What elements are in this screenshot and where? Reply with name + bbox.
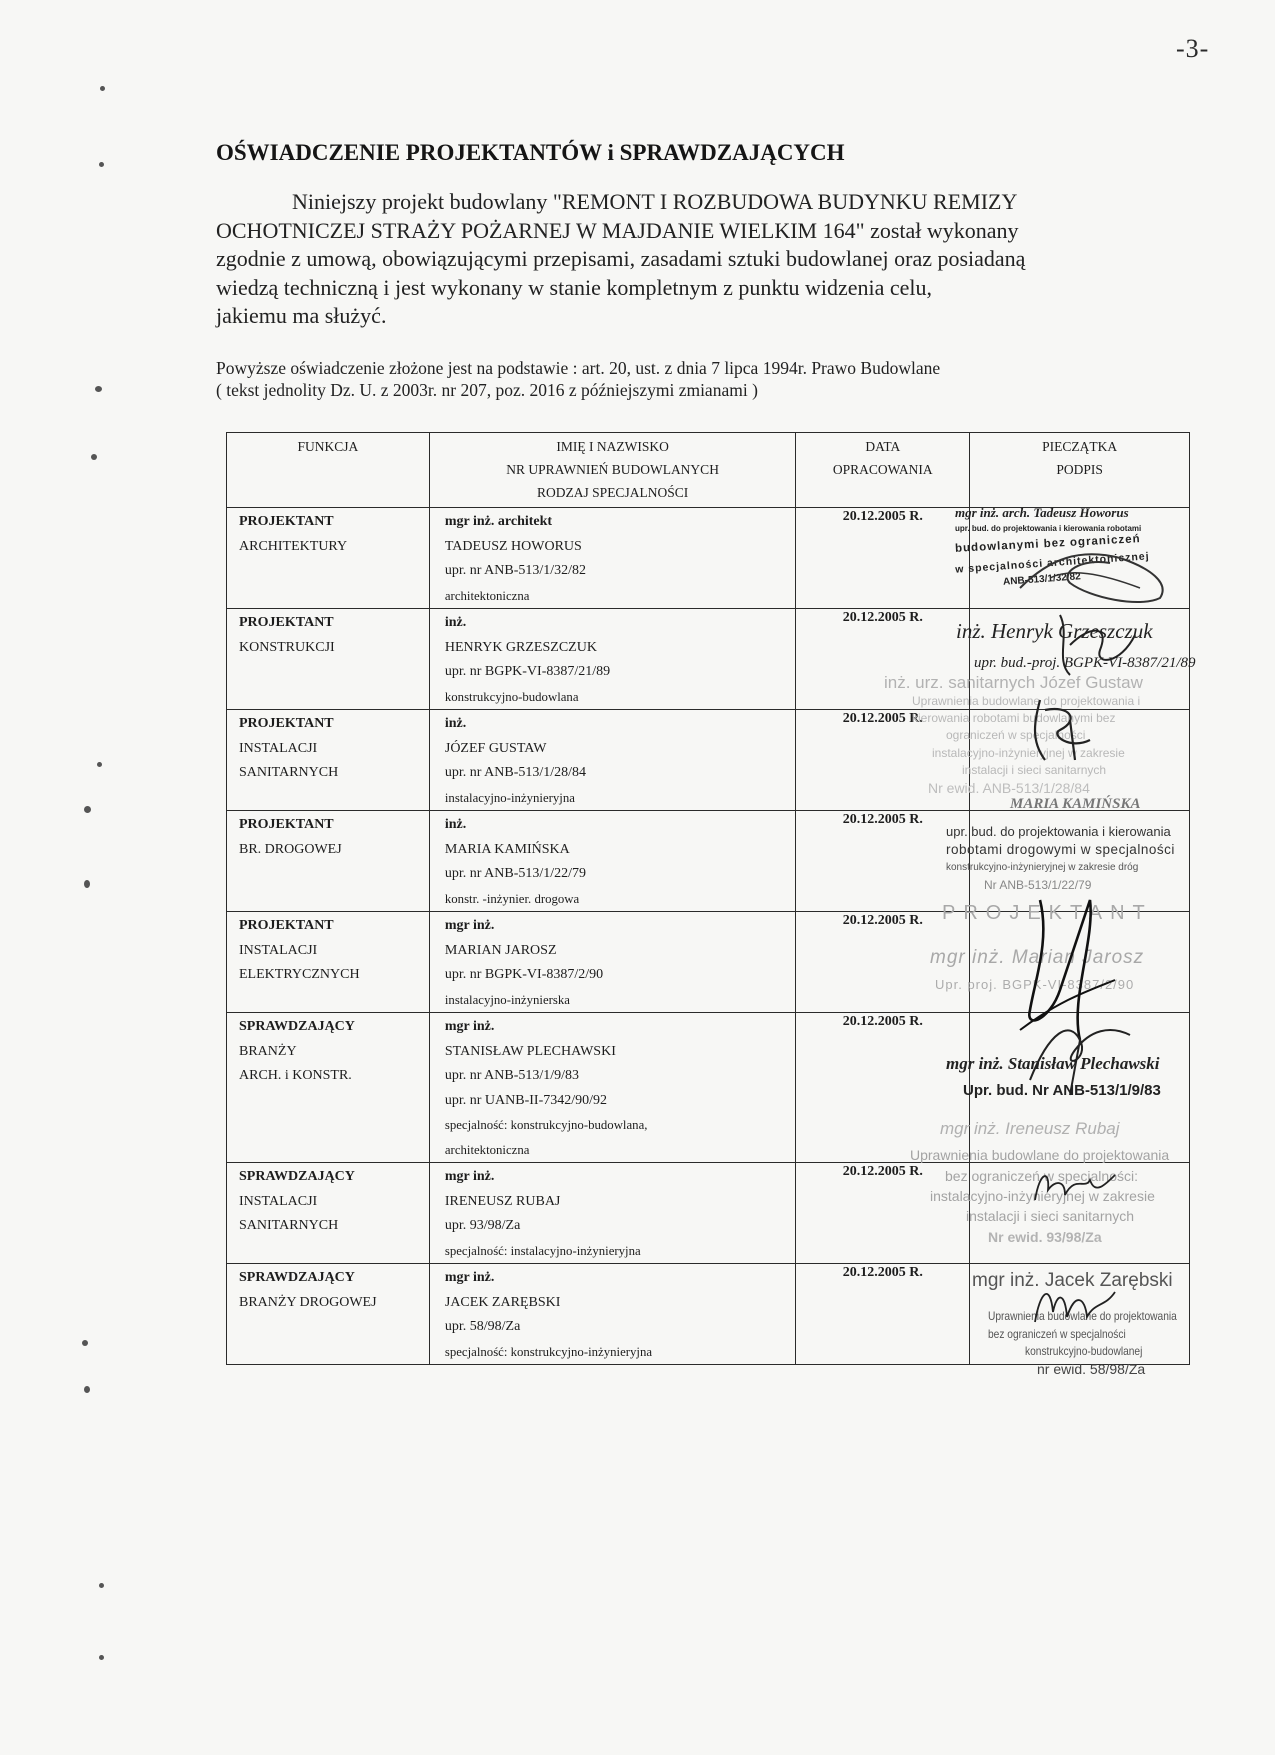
person-name: JÓZEF GUSTAW: [444, 740, 547, 756]
function-line: ARCH. i KONSTR.: [239, 1068, 352, 1083]
signature-howorus: [1010, 528, 1180, 608]
stamp-line: MARIA KAMIŃSKA: [1010, 796, 1141, 812]
function-line: PROJEKTANT: [239, 615, 334, 630]
header-funkcja: [227, 433, 430, 508]
stamp-line: ograniczeń w specjalności: [946, 728, 1086, 742]
stamp-line: instalacji i sieci sanitarnych: [966, 1208, 1135, 1224]
intro-line: Niniejszy projekt budowlany "REMONT I ROZBUDOWA BUDYNKU REMIZY: [292, 189, 1018, 214]
function-cell: [227, 1013, 430, 1163]
license-number: upr. nr ANB-513/1/9/83: [444, 1068, 580, 1083]
function-cell: [227, 609, 430, 710]
specialty: specjalność: konstrukcyjno-inżynieryjna: [444, 1344, 653, 1359]
function-line: SPRAWDZAJĄCY: [239, 1270, 355, 1285]
stamp-line: mgr inż. Stanisław Plechawski: [946, 1054, 1160, 1073]
specialty: specjalność: instalacyjno-inżynieryjna: [444, 1243, 641, 1258]
function-line: KONSTRUKCJI: [239, 639, 335, 655]
stamp-line: ANB-513/1/32/82: [1002, 571, 1082, 588]
stamp-line: Nr ewid. ANB-513/1/28/84: [928, 780, 1090, 796]
punch-hole: [99, 1583, 104, 1588]
person-name: IRENEUSZ RUBAJ: [444, 1193, 561, 1209]
license-number: upr. 93/98/Za: [444, 1218, 521, 1233]
function-line: ELEKTRYCZNYCH: [239, 967, 360, 982]
stamp-line: budowlanymi bez ograniczeń: [954, 533, 1141, 555]
specialty: instalacyjno-inżynierska: [444, 992, 570, 1007]
signature-grzeszczuk: [1040, 605, 1150, 685]
stamp-line: Nr ewid. 93/98/Za: [988, 1229, 1102, 1245]
header-label: OPRACOWANIA: [832, 462, 933, 477]
punch-hole: [95, 386, 102, 392]
specialty: instalacyjno-inżynieryjna: [444, 790, 575, 805]
stamp-line: kierowania robotami budowlanymi bez: [912, 711, 1116, 725]
stamp-line: PROJEKTANT: [942, 902, 1153, 924]
punch-hole: [84, 1386, 90, 1393]
function-line: BRANŻY: [239, 1043, 297, 1059]
intro-paragraph: [216, 188, 1146, 331]
degree: inż.: [444, 716, 467, 731]
person-cell: [429, 912, 796, 1013]
punch-hole: [82, 1340, 88, 1346]
degree: inż.: [444, 615, 467, 630]
specialty: architektoniczna: [444, 1142, 530, 1157]
punch-hole: [99, 1655, 104, 1660]
signature-plechawski: [1020, 1010, 1140, 1100]
intro-line: jakiemu ma służyć.: [216, 303, 387, 328]
function-line: BRANŻY DROGOWEJ: [239, 1294, 377, 1310]
person-name: HENRYK GRZESZCZUK: [444, 639, 597, 655]
function-line: INSTALACJI: [239, 942, 318, 958]
person-name: STANISŁAW PLECHAWSKI: [444, 1043, 616, 1059]
license-number: upr. nr ANB-513/1/32/82: [444, 563, 587, 578]
header-label: PODPIS: [1056, 462, 1103, 477]
header-label: PIECZĄTKA: [1042, 439, 1118, 454]
date-cell: 20.12.2005 R.: [796, 1163, 970, 1264]
date-cell: 20.12.2005 R.: [796, 1264, 970, 1365]
header-label: NR UPRAWNIEŃ BUDOWLANYCH: [506, 462, 719, 477]
person-cell: [429, 609, 796, 710]
stamp-line: upr. bud. do projektowania i kierowania robotami: [955, 524, 1142, 533]
page-title: OŚWIADCZENIE PROJEKTANTÓW i SPRAWDZAJĄCYCH: [216, 140, 845, 165]
punch-hole: [91, 454, 97, 460]
person-cell: [429, 1013, 796, 1163]
stamp-line: bez ograniczeń w specjalności:: [945, 1168, 1138, 1184]
license-number: upr. nr BGPK-VI-8387/2/90: [444, 967, 604, 982]
function-line: INSTALACJI: [239, 1193, 318, 1209]
punch-hole: [99, 162, 104, 167]
stamp-line: instalacyjno-inżynieryjnej w zakresie: [930, 1188, 1155, 1204]
stamp-line: mgr inż. Ireneusz Rubaj: [940, 1119, 1120, 1138]
stamp-line: robotami drogowymi w specjalności: [946, 842, 1175, 857]
degree: mgr inż.: [444, 918, 495, 933]
specialty: konstrukcyjno-budowlana: [444, 689, 579, 704]
license-number: upr. nr UANB-II-7342/90/92: [444, 1092, 608, 1108]
person-name: TADEUSZ HOWORUS: [444, 538, 582, 554]
punch-hole: [84, 806, 91, 813]
date-cell: 20.12.2005 R.: [796, 508, 970, 609]
punch-hole: [84, 880, 90, 888]
stamp-line: Uprawnienia budowlane do projektowania: [910, 1147, 1170, 1163]
stamp-line: instalacyjno-inżynieryjnej w zakresie: [932, 746, 1125, 760]
degree: mgr inż.: [444, 1169, 495, 1184]
punch-hole: [100, 86, 105, 91]
stamp-line: instalacji i sieci sanitarnych: [962, 763, 1107, 777]
license-number: upr. nr ANB-513/1/28/84: [444, 765, 587, 780]
function-cell: [227, 1264, 430, 1365]
legal-line: ( tekst jednolity Dz. U. z 2003r. nr 207, poz. 2016 z późniejszymi zmianami ): [216, 380, 758, 400]
header-date: [796, 433, 970, 508]
stamp-line: Nr ANB-513/1/22/79: [984, 878, 1092, 892]
stamp-line: upr. bud.-proj. BGPK-VI-8387/21/89: [974, 655, 1196, 671]
punch-hole: [97, 762, 102, 767]
intro-line: zgodnie z umową, obowiązującymi przepisami, zasadami sztuki budowlanej oraz posiadaną: [216, 246, 1026, 271]
function-line: PROJEKTANT: [239, 716, 334, 731]
stamp-line: w specjalności architektonicznej: [954, 550, 1150, 576]
function-line: PROJEKTANT: [239, 514, 334, 529]
function-line: INSTALACJI: [239, 740, 318, 756]
header-label: RODZAJ SPECJALNOŚCI: [537, 485, 689, 500]
specialty: konstr. -inżynier. drogowa: [444, 891, 580, 906]
header-stamp: [970, 433, 1190, 508]
person-cell: [429, 508, 796, 609]
signature-zarebski: [1025, 1272, 1125, 1332]
stamp-line: inż. urz. sanitarnych Józef Gustaw: [884, 673, 1143, 692]
degree: mgr inż. architekt: [444, 514, 553, 529]
person-cell: [429, 1264, 796, 1365]
stamp-line: mgr inż. Marian Jarosz: [930, 947, 1145, 968]
stamp-line: bez ograniczeń w specjalności: [988, 1327, 1126, 1341]
degree: inż.: [444, 817, 467, 832]
stamp-line: inż. Henryk Grzeszczuk: [956, 619, 1153, 643]
intro-line: wiedzą techniczną i jest wykonany w stanie kompletnym z punktu widzenia celu,: [216, 274, 932, 300]
stamp-line: mgr inż. arch. Tadeusz Howorus: [955, 505, 1129, 520]
function-line: PROJEKTANT: [239, 918, 334, 933]
legal-basis: [216, 357, 1146, 401]
date-cell: 20.12.2005 R.: [796, 710, 970, 811]
stamp-line: Upr. bud. Nr ANB-513/1/9/83: [963, 1082, 1161, 1099]
stamp-line: Uprawnienia budowlane do projektowania i: [912, 694, 1141, 708]
license-number: upr. 58/98/Za: [444, 1319, 521, 1334]
person-name: MARIAN JAROSZ: [444, 942, 557, 958]
specialty: specjalność: konstrukcyjno-budowlana,: [444, 1118, 648, 1132]
stamp-line: nr ewid. 58/98/Za: [1037, 1361, 1146, 1377]
header-label: DATA: [865, 439, 901, 454]
stamp-line: upr. bud. do projektowania i kierowania: [946, 824, 1171, 839]
stamp-line: Upr. proj. BGPK-VI-8387/2/90: [935, 977, 1135, 992]
date-cell: 20.12.2005 R.: [796, 811, 970, 912]
signature-rubaj: [1030, 1160, 1120, 1210]
function-line: SANITARNYCH: [239, 1218, 339, 1233]
date-cell: 20.12.2005 R.: [796, 1013, 970, 1163]
intro-line: OCHOTNICZEJ STRAŻY POŻARNEJ W MAJDANIE WIELKIM 164" został wykonany: [216, 217, 1019, 243]
header-name: [429, 433, 796, 508]
function-line: PROJEKTANT: [239, 817, 334, 832]
function-cell: [227, 912, 430, 1013]
function-cell: [227, 811, 430, 912]
degree: mgr inż.: [444, 1019, 495, 1034]
specialty: architektoniczna: [444, 588, 530, 603]
header-label: IMIĘ I NAZWISKO: [556, 439, 669, 454]
function-cell: [227, 1163, 430, 1264]
person-cell: [429, 811, 796, 912]
stamp-line: Uprawnienia budowlane do projektowania: [988, 1309, 1177, 1323]
stamp-line: mgr inż. Jacek Zarębski: [972, 1270, 1173, 1291]
legal-line: Powyższe oświadczenie złożone jest na podstawie : art. 20, ust. z dnia 7 lipca 1994r. Prawo Budowlane: [216, 358, 941, 378]
date-cell: 20.12.2005 R.: [796, 912, 970, 1013]
date-cell: 20.12.2005 R.: [796, 609, 970, 710]
function-line: SANITARNYCH: [239, 765, 339, 780]
license-number: upr. nr BGPK-VI-8387/21/89: [444, 664, 611, 679]
function-line: BR. DROGOWEJ: [239, 841, 342, 857]
degree: mgr inż.: [444, 1270, 495, 1285]
page-number: -3-: [1176, 34, 1210, 63]
function-cell: [227, 508, 430, 609]
header-label: FUNKCJA: [297, 439, 359, 454]
person-cell: [429, 710, 796, 811]
function-line: SPRAWDZAJĄCY: [239, 1019, 355, 1034]
stamp-line: konstrukcyjno-budowlanej: [1025, 1344, 1143, 1358]
signature-gustaw: [1000, 690, 1120, 770]
person-name: MARIA KAMIŃSKA: [444, 841, 570, 857]
person-name: JACEK ZARĘBSKI: [444, 1294, 561, 1310]
function-line: SPRAWDZAJĄCY: [239, 1169, 355, 1184]
table-header-row: [227, 433, 1190, 508]
function-line: ARCHITEKTURY: [239, 538, 348, 554]
person-cell: [429, 1163, 796, 1264]
function-cell: [227, 710, 430, 811]
stamp-line: konstrukcyjno-inżynieryjnej w zakresie dróg: [946, 862, 1139, 873]
license-number: upr. nr ANB-513/1/22/79: [444, 866, 587, 881]
